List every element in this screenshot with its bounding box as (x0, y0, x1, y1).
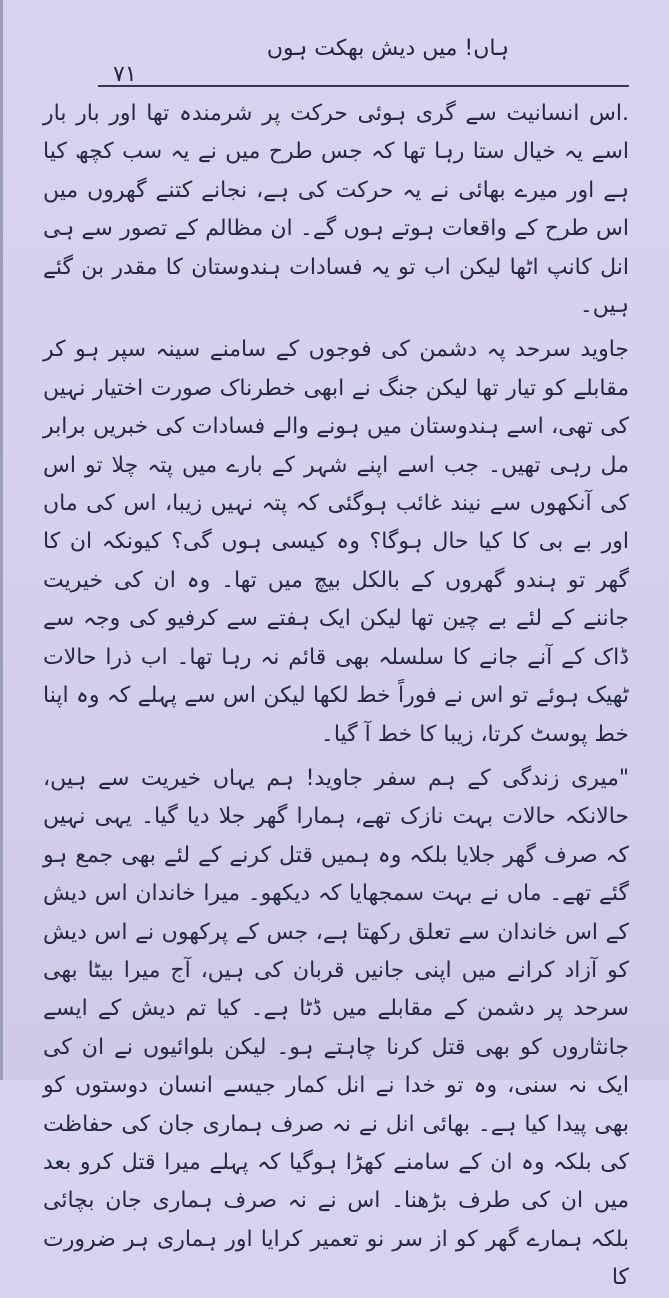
paragraph: "میری زندگی کے ہم سفر جاوید! ہم یہاں خیریت سے ہیں، حالانکہ حالات بہت نازک تھے، ہمارا گھر جلا دیا گیا۔ یہی نہیں کہ صرف گھر جلایا بلکہ وہ ہمیں قتل کرنے کے لئے بھی جمع ہو گئے تھے۔ ماں نے بہت سمجھایا کہ دیکھو۔ میرا خاندان اس دیش کے اس خاندان سے تعلق رکھتا ہے، جس کے پرکھوں نے اس دیش کو آزاد کرانے میں اپنی جانیں قربان کی ہیں، آج میرا بیٹا بھی سرحد پر دشمن کے مقابلے میں ڈٹا ہے۔ کیا تم دیش کے ایسے جانثاروں کو بھی قتل کرنا چاہتے ہو۔ لیکن بلوائیوں نے ان کی ایک نہ سنی، وہ تو خدا نے انل کمار جیسے انسان دوستوں کو بھی پیدا کیا ہے۔ بھائی انل نے نہ صرف ہماری جان کی حفاظت کی بلکہ وہ ان کے سامنے کھڑا ہوگیا کہ پہلے میرا قتل کرو بعد میں ان کی طرف بڑھنا۔ اس نے نہ صرف ہماری جان بچائی بلکہ ہمارے گھر کو از سر نو تعمیر کرایا اور ہماری ہر ضرورت کا (43, 765, 629, 1291)
paragraph: جاوید سرحد پہ دشمن کی فوجوں کے سامنے سینہ سپر ہو کر مقابلے کو تیار تھا لیکن جنگ نے ابھی خطرناک صورت اختیار نہیں کی تھی، اسے ہندوستان میں ہونے والے فسادات کی خبریں برابر مل رہی تھیں۔ جب اسے اپنے شہر کے بارے میں پتہ چلا تو اس کی آنکھوں سے نیند غائب ہوگئی کہ پتہ نہیں زیبا، اس کی ماں اور بے بی کا کیا حال ہوگا؟ وہ کیسی ہوں گی؟ کیونکہ ان کا گھر تو ہندو گھروں کے بالکل بیچ میں تھا۔ وہ ان کی خیریت جاننے کے لئے بے چین تھا لیکن ایک ہفتے سے کرفیو کی وجہ سے ڈاک کے آنے جانے کا سلسلہ بھی قائم نہ رہا تھا۔ اب ذرا حالات ٹھیک ہوئے تو اس نے فوراً خط لکھا لیکن اس سے پہلے کہ وہ اپنا خط پوسٹ کرتا، زیبا کا خط آ گیا۔ (43, 337, 629, 747)
header-rule (98, 85, 629, 87)
page-header (3, 0, 669, 90)
page-number: ۷۱ (113, 62, 137, 87)
running-title: ہاں! میں دیش بھکت ہوں (266, 36, 509, 61)
paragraph: .اس انسانیت سے گری ہوئی حرکت پر شرمندہ تھا اور بار بار اسے یہ خیال ستا رہا تھا کہ جس طرح میں نے یہ سب کچھ کیا ہے اور میرے بھائی نے یہ حرکت کی ہے، نجانے کتنے گھروں میں اس طرح کے واقعات ہوتے ہوں گے۔ ان مظالم کے تصور سے ہی انل کانپ اٹھا لیکن اب تو یہ فسادات ہندوستان کا مقدر بن گئے ہیں۔ (43, 101, 629, 319)
body-text (43, 95, 629, 1291)
